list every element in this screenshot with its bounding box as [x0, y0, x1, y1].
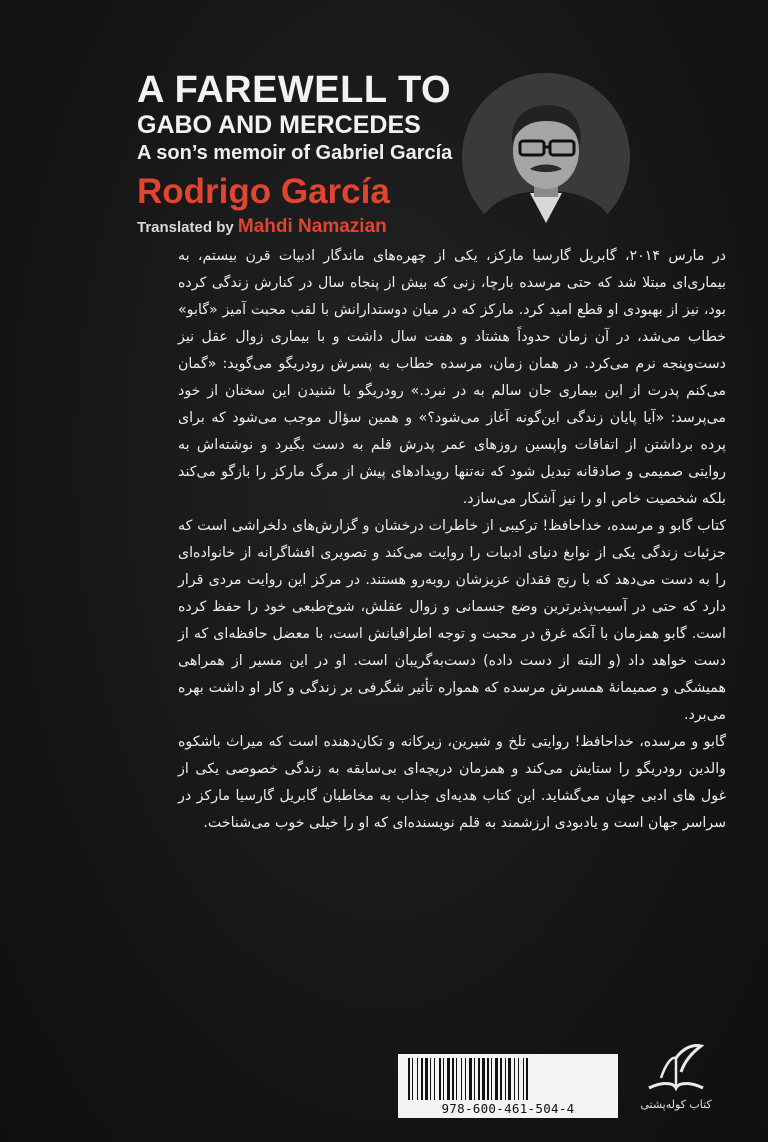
translator-name: Mahdi Namazian	[237, 216, 387, 237]
translator-credit	[137, 214, 457, 241]
translator-prefix: Translated by	[137, 219, 234, 236]
book-title-line2: GABO AND MERCEDES	[137, 111, 421, 139]
author-portrait	[462, 73, 630, 241]
blurb-paragraph: گابو و مرسده، خداحافظ! روایتی تلخ و شیرین، زیرکانه و تکان‌دهنده است که میراث باشکوه والدین رودریگو را ستایش می‌کند و همزمان دریچه‌ای بی‌سابقه به زندگی خصوصی یکی از غول های ادبی جهان می‌گشاید. این کتاب هدیه‌ای جذاب به مخاطبان گابریل گارسیا مارکز در سراسر جهان است و یادبودی ارزشمند به قلم نویسنده‌ای که او را خیلی خوب می‌شناخت.	[178, 734, 726, 831]
author-name: Rodrigo García	[137, 172, 390, 211]
back-cover-blurb	[178, 243, 726, 837]
title-block	[137, 70, 457, 241]
blurb-paragraph: در مارس ۲۰۱۴، گابریل گارسیا مارکز، یکی از چهره‌های ماندگار ادبیات قرن بیستم، به بیماری‌ای مبتلا شد که حتی مرسده بارچا، زنی که بیش از پنجاه سال در کنارش زندگی کرده بود، نیز از بهبودی او قطع امید کرد. مارکز که در میان دوستدارانش با لقب محبت آمیز «گابو» خطاب می‌شد، در آن زمان حدوداً هشتاد و هفت سال داشت و با بیماری زوال عقل نیز دست‌وپنجه نرم می‌کرد. در همان زمان، مرسده خطاب به پسرش رودریگو می‌گوید: «گمان می‌کنم پدرت از این بیماری جان سالم به در نبرد.» رودریگو با شنیدن این سخنان از خود می‌پرسد: «آیا پایان زندگی این‌گونه آغاز می‌شود؟» و همین سؤال موجب می‌شود که برای پرده برداشتن از اتفاقات واپسین روزهای عمر پدرش قلم به دست بگیرد و نوشته‌اش به روایتی صمیمی و صادقانه تبدیل شود که نه‌تنها رویدادهای پیش از مرگ مارکز را بازگو می‌کند بلکه شخصیت خاص او را نیز آشکار می‌سازد.	[178, 248, 726, 507]
portrait-illustration	[462, 73, 630, 241]
barcode	[398, 1054, 618, 1118]
isbn-number: 978-600-461-504-4	[441, 1101, 575, 1116]
book-subtitle: A son’s memoir of Gabriel García	[137, 142, 453, 164]
publisher-logo	[636, 1038, 716, 1120]
barcode-bars	[406, 1058, 610, 1100]
blurb-paragraph: کتاب گابو و مرسده، خداحافظ! ترکیبی از خاطرات درخشان و گزارش‌های دلخراشی است که جزئیات زندگی یکی از نوابغ دنیای ادبیات را روایت می‌کند و تصویری افشاگرانه از خانواده‌ای را به دست می‌دهد که با رنج فقدان عزیزشان روبه‌رو هستند. در مرکز این روایت مردی قرار دارد که حتی در آسیب‌پذیرترین وضع جسمانی و زوال عقلش، شوخ‌طبعی خود را حفظ کرده است. گابو همزمان با آنکه غرق در محبت و توجه اطرافیانش است، با معضل حافظه‌ای که از دست خواهد داد (و البته از دست داده) دست‌به‌گریبان است. او در این مسیر از همراهی همیشگی و صمیمانهٔ همسرش مرسده که همواره تأثیر شگرفی بر زندگی و کار او داشت بهره می‌برد.	[178, 518, 726, 723]
publisher-name: کتاب کوله‌پشتی	[640, 1098, 712, 1111]
backpack-book-icon	[641, 1038, 711, 1096]
book-title-line1: A FAREWELL TO	[137, 69, 452, 111]
